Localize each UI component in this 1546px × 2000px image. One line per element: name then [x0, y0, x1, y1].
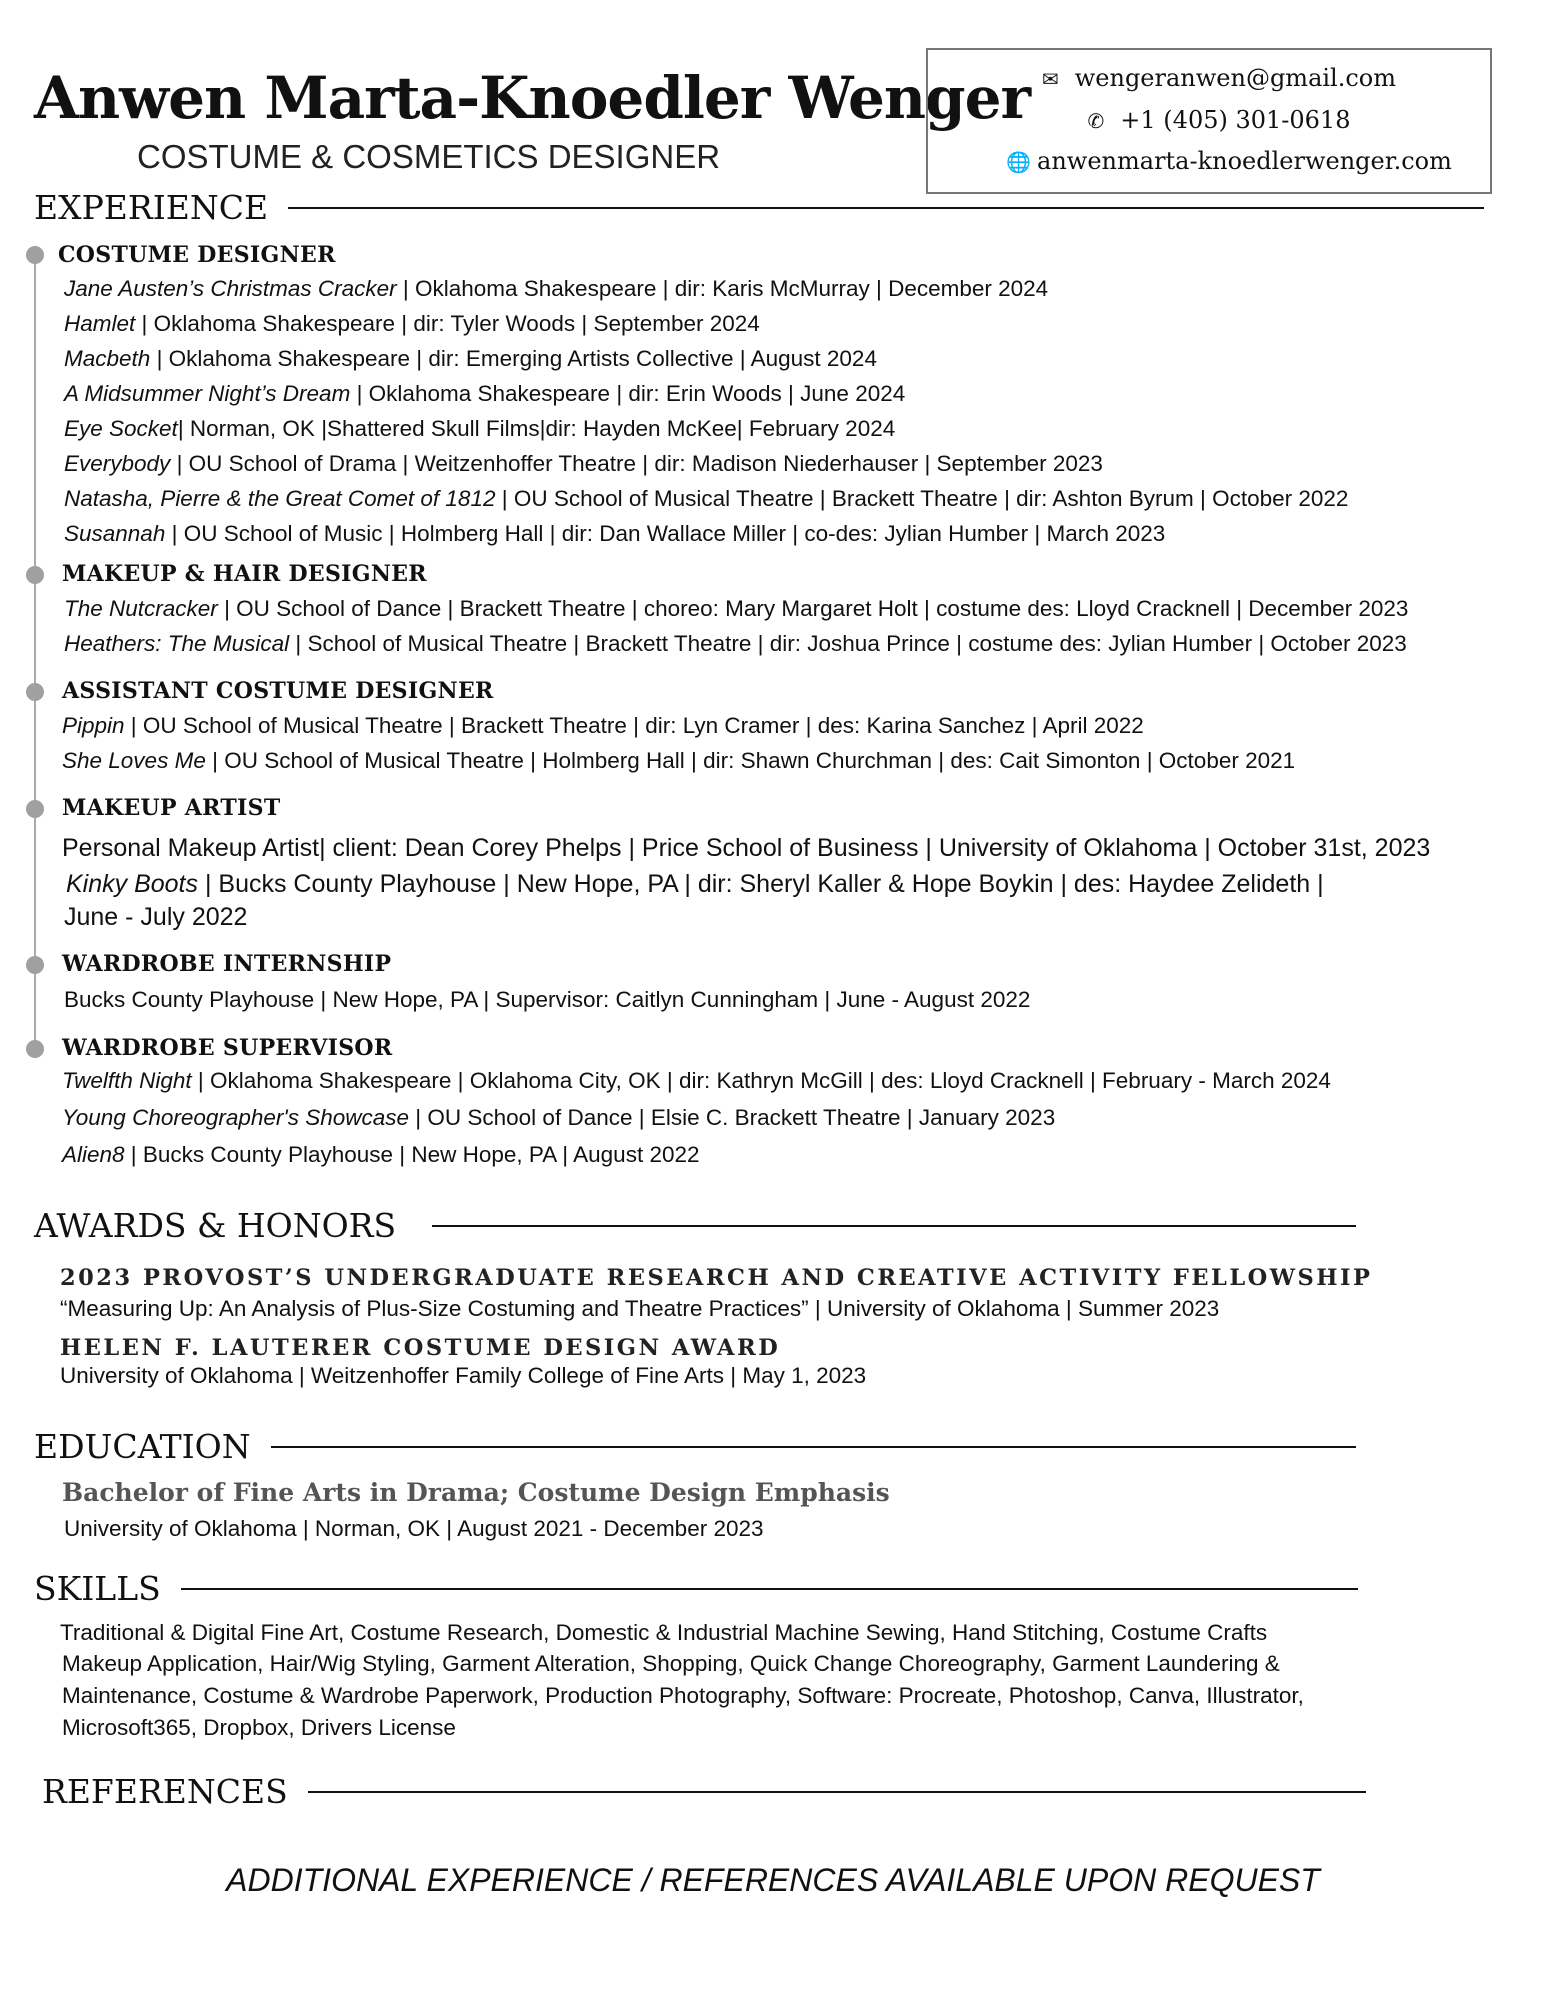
- timeline-dot: [26, 246, 44, 264]
- section-heading: SKILLS: [34, 1569, 161, 1608]
- timeline-dot: [26, 566, 44, 584]
- email-text: wengeranwen@gmail.com: [1074, 64, 1397, 92]
- role-heading: COSTUME DESIGNER: [58, 242, 336, 268]
- section-heading: EDUCATION: [34, 1427, 251, 1466]
- section-references: [42, 1772, 1366, 1811]
- envelope-icon: ✉: [1041, 67, 1059, 91]
- contact-email[interactable]: [928, 64, 1500, 92]
- timeline-dot: [26, 1040, 44, 1058]
- role-heading: MAKEUP ARTIST: [62, 795, 281, 821]
- list-item: June - July 2022: [64, 903, 248, 931]
- section-skills: [34, 1569, 1358, 1608]
- timeline-dot: [26, 956, 44, 974]
- role-heading: ASSISTANT COSTUME DESIGNER: [62, 678, 494, 704]
- list-item: Pippin | OU School of Musical Theatre | Brackett Theatre | dir: Lyn Cramer | des: Karina Sanchez | April 2022: [62, 713, 1144, 738]
- list-item: Bucks County Playhouse | New Hope, PA | Supervisor: Caitlyn Cunningham | June - August 2022: [64, 987, 1031, 1012]
- list-item: She Loves Me | OU School of Musical Theatre | Holmberg Hall | dir: Shawn Churchman | des: Cait Simonton | October 2021: [62, 748, 1296, 773]
- skills-line: Microsoft365, Dropbox, Drivers License: [62, 1715, 456, 1740]
- job-title: COSTUME & COSMETICS DESIGNER: [137, 138, 721, 175]
- list-item: Susannah | OU School of Music | Holmberg Hall | dir: Dan Wallace Miller | co-des: Jylian Humber | March 2023: [64, 521, 1166, 546]
- award-detail: “Measuring Up: An Analysis of Plus-Size Costuming and Theatre Practices” | University of Oklahoma | Summer 2023: [60, 1296, 1220, 1321]
- divider: [271, 1446, 1356, 1448]
- website-text: anwenmarta-knoedlerwenger.com: [1037, 147, 1452, 175]
- list-item: Heathers: The Musical | School of Musical Theatre | Brackett Theatre | dir: Joshua Prince | costume des: Jylian Humber | October 2023: [64, 631, 1407, 656]
- list-item: Personal Makeup Artist| client: Dean Corey Phelps | Price School of Business | University of Oklahoma | October 31st, 2023: [62, 834, 1431, 862]
- contact-box: [926, 48, 1492, 194]
- section-awards: [34, 1206, 1356, 1245]
- list-item: Hamlet | Oklahoma Shakespeare | dir: Tyler Woods | September 2024: [64, 311, 760, 336]
- list-item: Natasha, Pierre & the Great Comet of 1812 | OU School of Musical Theatre | Brackett Theatre | dir: Ashton Byrum | October 2022: [64, 486, 1349, 511]
- list-item: The Nutcracker | OU School of Dance | Brackett Theatre | choreo: Mary Margaret Holt | costume des: Lloyd Cracknell | December 2023: [64, 596, 1409, 621]
- candidate-name: Anwen Marta-Knoedler Wenger: [34, 64, 1031, 132]
- education-detail: University of Oklahoma | Norman, OK | August 2021 - December 2023: [64, 1516, 764, 1541]
- timeline-line: [34, 252, 36, 1052]
- role-heading: WARDROBE INTERNSHIP: [62, 951, 392, 977]
- phone-text: +1 (405) 301-0618: [1120, 106, 1351, 134]
- globe-icon: 🌐: [1006, 150, 1032, 174]
- section-heading: AWARDS & HONORS: [34, 1206, 397, 1245]
- list-item: Eye Socket| Norman, OK |Shattered Skull Films|dir: Hayden McKee| February 2024: [64, 416, 896, 441]
- section-heading: REFERENCES: [42, 1772, 288, 1811]
- list-item: Jane Austen’s Christmas Cracker | Oklahoma Shakespeare | dir: Karis McMurray | December 2024: [64, 276, 1049, 301]
- timeline-dot: [26, 800, 44, 818]
- role-heading: MAKEUP & HAIR DESIGNER: [62, 561, 427, 587]
- degree-title: Bachelor of Fine Arts in Drama; Costume Design Emphasis: [62, 1478, 890, 1507]
- list-item: Alien8 | Bucks County Playhouse | New Hope, PA | August 2022: [62, 1142, 700, 1167]
- list-item: Macbeth | Oklahoma Shakespeare | dir: Emerging Artists Collective | August 2024: [64, 346, 877, 371]
- award-title: HELEN F. LAUTERER COSTUME DESIGN AWARD: [60, 1335, 781, 1361]
- role-heading: WARDROBE SUPERVISOR: [62, 1035, 393, 1061]
- skills-line: Traditional & Digital Fine Art, Costume Research, Domestic & Industrial Machine Sewing, Hand Stitching, Costume Crafts: [60, 1620, 1268, 1645]
- list-item: A Midsummer Night’s Dream | Oklahoma Shakespeare | dir: Erin Woods | June 2024: [64, 381, 906, 406]
- skills-line: Maintenance, Costume & Wardrobe Paperwork, Production Photography, Software: Procreate, Photoshop, Canva, Illustrator,: [62, 1683, 1304, 1708]
- divider: [181, 1588, 1358, 1590]
- list-item: Kinky Boots | Bucks County Playhouse | New Hope, PA | dir: Sheryl Kaller & Hope Boykin | des: Haydee Zelideth |: [66, 870, 1324, 898]
- contact-phone[interactable]: [928, 106, 1500, 134]
- award-title: 2023 PROVOST’S UNDERGRADUATE RESEARCH AND CREATIVE ACTIVITY FELLOWSHIP: [60, 1265, 1373, 1291]
- section-experience: [34, 188, 1484, 227]
- list-item: Twelfth Night | Oklahoma Shakespeare | Oklahoma City, OK | dir: Kathryn McGill | des: Lloyd Cracknell | February - March 2024: [62, 1068, 1331, 1093]
- section-education: [34, 1427, 1356, 1466]
- phone-icon: ✆: [1087, 109, 1105, 133]
- divider: [308, 1791, 1366, 1793]
- section-heading: EXPERIENCE: [34, 188, 269, 227]
- divider: [288, 207, 1484, 209]
- references-note: ADDITIONAL EXPERIENCE / REFERENCES AVAILABLE UPON REQUEST: [226, 1862, 1320, 1898]
- list-item: Young Choreographer's Showcase | OU School of Dance | Elsie C. Brackett Theatre | January 2023: [62, 1105, 1056, 1130]
- skills-line: Makeup Application, Hair/Wig Styling, Garment Alteration, Shopping, Quick Change Choreography, Garment Laundering &: [62, 1651, 1280, 1676]
- list-item: Everybody | OU School of Drama | Weitzenhoffer Theatre | dir: Madison Niederhauser | September 2023: [64, 451, 1103, 476]
- timeline-dot: [26, 683, 44, 701]
- contact-website[interactable]: [928, 147, 1510, 175]
- divider: [432, 1225, 1356, 1227]
- award-detail: University of Oklahoma | Weitzenhoffer Family College of Fine Arts | May 1, 2023: [60, 1363, 867, 1388]
